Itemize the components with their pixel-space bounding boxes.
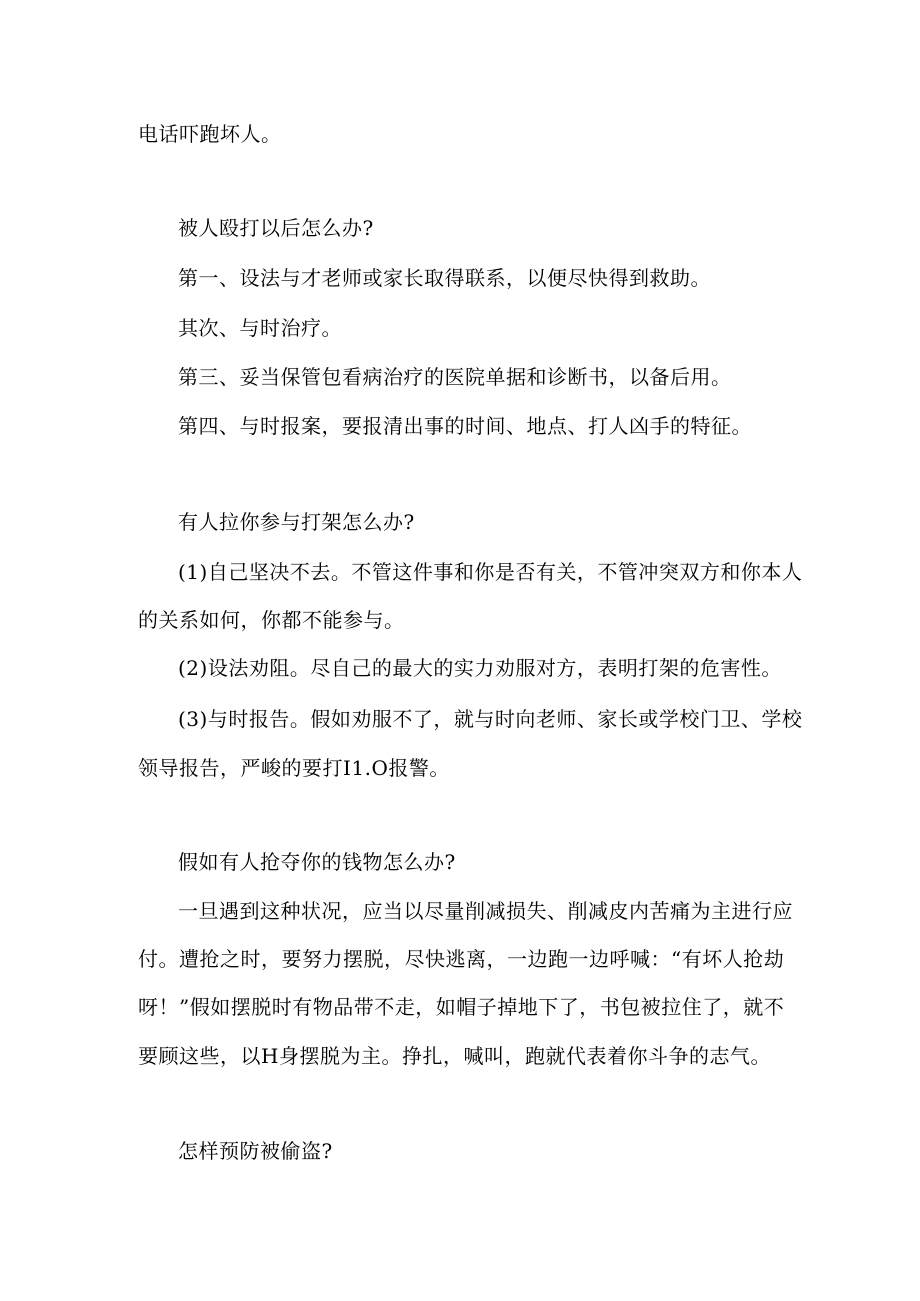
section-heading-robbery: 假如有人抢夺你的钱物怎么办? <box>178 850 456 874</box>
paragraph-line: 付。遭抢之时，要努力摆脱，尽快逃离，一边跑一边呼喊：“有坏人抢劫 <box>138 947 785 971</box>
section-heading-theft: 怎样预防被偷盗? <box>178 1139 333 1163</box>
paragraph-line: 呀！”假如摆脱时有物品带不走，如帽子掉地下了，书包被拉住了，就不 <box>138 995 785 1019</box>
paragraph-line: 其次、与时治疗。 <box>178 316 342 340</box>
paragraph-line: 第一、设法与才老师或家长取得联系，以便尽快得到救助。 <box>178 266 711 290</box>
paragraph-line: 的关系如何，你都不能参与。 <box>138 608 405 632</box>
paragraph-line: 第四、与时报案，要报清出事的时间、地点、打人凶手的特征。 <box>178 414 752 438</box>
section-heading-beaten: 被人殴打以后怎么办? <box>178 216 374 240</box>
paragraph-line: (2)设法劝阻。尽自己的最大的实力劝服对方，表明打架的危害性。 <box>178 656 782 680</box>
paragraph-line: (1)自己坚决不去。不管这件事和你是否有关，不管冲突双方和你本人 <box>178 560 803 584</box>
paragraph-line: 领导报告，严峻的要打I1.O报警。 <box>138 756 450 780</box>
paragraph-tail: 电话吓跑坏人。 <box>138 122 282 146</box>
section-heading-fight: 有人拉你参与打架怎么办? <box>178 510 415 534</box>
paragraph-line: 要顾这些，以H身摆脱为主。挣扎，喊叫，跑就代表着你斗争的志气。 <box>138 1044 771 1068</box>
paragraph-line: 一旦遇到这种状况，应当以尽量削减损失、削减皮内苦痛为主进行应 <box>178 899 793 923</box>
paragraph-line: 第三、妥当保管包看病治疗的医院单据和诊断书，以备后用。 <box>178 365 732 389</box>
paragraph-line: (3)与时报告。假如劝服不了，就与时向老师、家长或学校门卫、学校 <box>178 707 803 731</box>
